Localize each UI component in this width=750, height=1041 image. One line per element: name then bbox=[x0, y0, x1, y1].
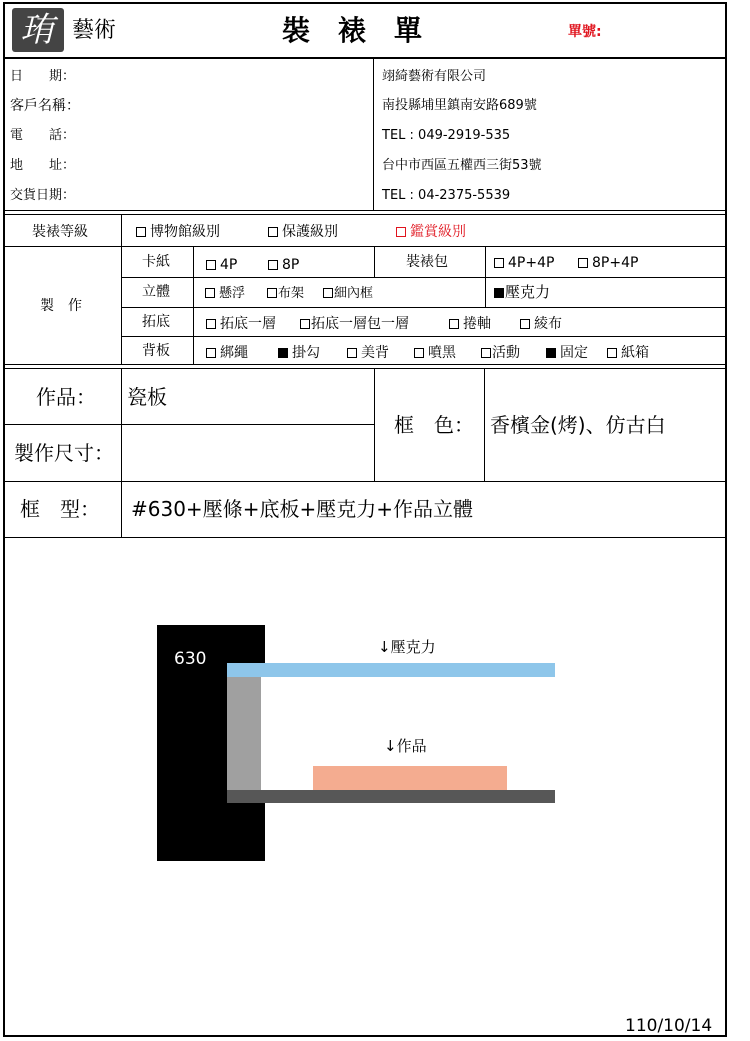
base-label: 拓底 bbox=[142, 314, 170, 330]
solid-label: 立體 bbox=[142, 284, 170, 300]
wrap-label: 裝裱包 bbox=[406, 254, 448, 270]
delivery-date-label: 交貨日期： bbox=[10, 188, 76, 203]
checkbox[interactable] bbox=[206, 348, 216, 358]
size-label: 製作尺寸： bbox=[14, 441, 114, 465]
back-option-black[interactable] bbox=[414, 346, 456, 360]
checkbox[interactable] bbox=[347, 348, 357, 358]
option-label: 噴黑 bbox=[428, 345, 456, 361]
back-label: 背板 bbox=[142, 343, 170, 359]
checkbox-checked[interactable] bbox=[278, 348, 288, 358]
solid-option-float[interactable] bbox=[205, 287, 245, 300]
diagram-backboard bbox=[227, 790, 555, 803]
back-option-fixed[interactable] bbox=[546, 346, 588, 360]
grade-option-label: 保護級別 bbox=[282, 224, 338, 240]
checkbox[interactable] bbox=[449, 319, 459, 329]
company-name: 翊綺藝術有限公司 bbox=[382, 69, 487, 84]
checkbox[interactable] bbox=[268, 227, 278, 237]
logo-glyph: 珛 bbox=[20, 10, 54, 50]
option-label: 8P+4P bbox=[592, 255, 639, 271]
back-option-rope[interactable] bbox=[206, 346, 248, 360]
checkbox[interactable] bbox=[520, 319, 530, 329]
option-label: 拓底一層 bbox=[220, 316, 276, 332]
solid-option-inner-frame[interactable] bbox=[323, 287, 373, 300]
work-title-value: 瓷板 bbox=[127, 385, 167, 409]
company-address-2: 台中市西區五權西三街53號 bbox=[382, 158, 542, 173]
checkbox[interactable] bbox=[136, 227, 146, 237]
company-tel-2: TEL : 04-2375-5539 bbox=[382, 188, 511, 203]
diagram-frame-code: 630 bbox=[174, 649, 207, 669]
solid-option-acrylic[interactable] bbox=[494, 285, 550, 300]
grade-option-label: 鑑賞級別 bbox=[410, 224, 466, 240]
page-title: 裝 裱 單 bbox=[282, 14, 423, 47]
phone-label: 電 話： bbox=[10, 128, 76, 143]
checkbox[interactable] bbox=[206, 319, 216, 329]
card-option-4p[interactable] bbox=[206, 258, 237, 272]
option-label: 壓克力 bbox=[505, 283, 551, 301]
back-option-finish[interactable] bbox=[347, 346, 389, 360]
customer-name-label: 客戶名稱： bbox=[10, 98, 80, 114]
footer-date: 110/10/14 bbox=[625, 1016, 713, 1036]
option-label: 活動 bbox=[492, 345, 520, 361]
checkbox[interactable] bbox=[396, 227, 406, 237]
diagram-artwork bbox=[313, 766, 507, 790]
back-option-movable[interactable] bbox=[481, 346, 520, 360]
option-label: 美背 bbox=[361, 345, 389, 361]
diagram-acrylic-label: ↓壓克力 bbox=[378, 638, 436, 656]
checkbox[interactable] bbox=[206, 260, 216, 270]
company-tel-1: TEL : 049-2919-535 bbox=[382, 128, 511, 143]
option-label: 紙箱 bbox=[621, 345, 649, 361]
option-label: 懸浮 bbox=[219, 286, 246, 301]
checkbox[interactable] bbox=[268, 260, 278, 270]
checkbox[interactable] bbox=[205, 288, 215, 298]
base-option-silk[interactable] bbox=[520, 317, 562, 331]
frame-color-value: 香檳金(烤)、仿古白 bbox=[490, 413, 666, 437]
frame-type-label: 框 型： bbox=[20, 497, 100, 521]
checkbox[interactable] bbox=[607, 348, 617, 358]
grade-option-appreciation[interactable] bbox=[396, 225, 466, 239]
checkbox[interactable] bbox=[323, 288, 333, 298]
option-label: 4P bbox=[220, 257, 238, 273]
option-label: 綾布 bbox=[534, 316, 562, 332]
solid-option-cloth[interactable] bbox=[267, 287, 304, 300]
option-label: 8P bbox=[282, 257, 300, 273]
checkbox-checked[interactable] bbox=[546, 348, 556, 358]
option-label: 布架 bbox=[278, 286, 305, 301]
card-option-8p[interactable] bbox=[268, 258, 299, 272]
frame-type-value: #630+壓條+底板+壓克力+作品立體 bbox=[131, 497, 473, 521]
date-label: 日 期： bbox=[10, 69, 76, 84]
work-title-label: 作品： bbox=[36, 385, 96, 409]
grade-label: 裝裱等級 bbox=[32, 224, 88, 240]
base-option-scroll[interactable] bbox=[449, 317, 491, 331]
diagram-artwork-label: ↓作品 bbox=[384, 737, 427, 755]
checkbox[interactable] bbox=[481, 348, 491, 358]
production-label: 製 作 bbox=[40, 298, 82, 314]
option-label: 捲軸 bbox=[463, 316, 491, 332]
wrap-option-4p4p[interactable] bbox=[494, 256, 554, 270]
option-label: 掛勾 bbox=[292, 345, 320, 361]
checkbox[interactable] bbox=[300, 319, 310, 329]
base-option-wrapped[interactable] bbox=[300, 317, 409, 331]
checkbox[interactable] bbox=[494, 258, 504, 268]
grade-option-label: 博物館級別 bbox=[150, 224, 220, 240]
checkbox[interactable] bbox=[267, 288, 277, 298]
frame-color-label: 框 色： bbox=[394, 413, 474, 437]
back-option-box[interactable] bbox=[607, 346, 649, 360]
base-option-one-layer[interactable] bbox=[206, 317, 276, 331]
option-label: 細內框 bbox=[334, 286, 374, 301]
back-option-hook[interactable] bbox=[278, 346, 320, 360]
checkbox-checked[interactable] bbox=[494, 288, 504, 298]
logo-icon bbox=[12, 8, 64, 52]
logo-text: 藝術 bbox=[72, 18, 117, 43]
order-number-label: 單號: bbox=[568, 24, 602, 40]
grade-option-protect[interactable] bbox=[268, 225, 338, 239]
company-address-1: 南投縣埔里鎮南安路689號 bbox=[382, 98, 537, 113]
option-label: 綁繩 bbox=[220, 345, 248, 361]
checkbox[interactable] bbox=[414, 348, 424, 358]
card-label: 卡紙 bbox=[142, 254, 170, 270]
option-label: 4P+4P bbox=[508, 255, 555, 271]
option-label: 拓底一層包一層 bbox=[311, 316, 409, 332]
diagram-spacer bbox=[227, 677, 261, 790]
address-label: 地 址： bbox=[10, 158, 76, 173]
diagram-acrylic bbox=[227, 663, 555, 677]
grade-option-museum[interactable] bbox=[136, 225, 220, 239]
option-label: 固定 bbox=[560, 345, 588, 361]
checkbox[interactable] bbox=[578, 258, 588, 268]
wrap-option-8p4p[interactable] bbox=[578, 256, 638, 270]
